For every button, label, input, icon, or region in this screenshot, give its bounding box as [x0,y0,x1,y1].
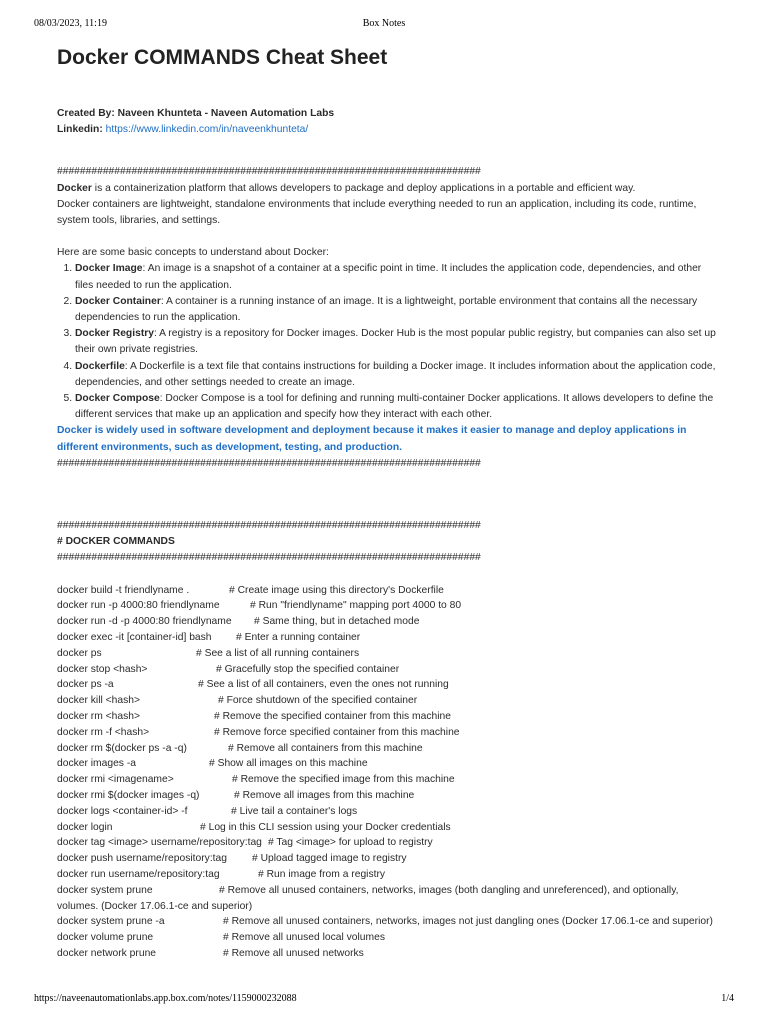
created-by: Created By: Naveen Khunteta - Naveen Automation Labs [57,108,335,119]
command-text: docker run username/repository:tag [57,869,220,881]
command-row [57,820,717,836]
command-text: docker rm <hash> [57,711,140,723]
print-datetime: 08/03/2023, 11:19 [34,18,107,29]
command-text: docker stop <hash> [57,663,148,675]
command-row [57,756,717,772]
concept-term: Docker Compose [75,393,160,405]
command-row [57,677,717,693]
command-text: docker kill <hash> [57,695,140,707]
intro-section [57,164,717,472]
concept-text: : An image is a snapshot of a container at a specific point in time. It includes the application code, dependencies, and other files needed to run the application. [75,263,702,291]
list-item [75,391,717,423]
command-text: docker ps [57,647,102,659]
command-comment: # Upload tagged image to registry [252,853,407,865]
hash-divider: ########################################################################## [57,520,481,532]
command-comment: # Remove the specified container from this machine [214,711,451,723]
command-text: docker system prune -a [57,916,165,928]
command-comment: # Run image from a registry [258,869,386,881]
intro-text: is a containerization platform that allows developers to package and deploy applications in a portable and efficient way. [91,182,636,194]
command-comment: # Run "friendlyname" mapping port 4000 to 80 [250,600,462,612]
command-row [57,930,717,946]
command-row [57,883,717,915]
command-row [57,646,717,662]
author-info [57,106,717,138]
concept-term: Docker Container [75,295,161,307]
command-row [57,867,717,883]
command-row [57,741,717,757]
command-comment: # Show all images on this machine [209,758,368,770]
command-text: docker system prune [57,884,153,896]
command-row [57,614,717,630]
command-text: docker build -t friendlyname . [57,584,190,596]
concept-text: : A container is a running instance of an image. It is a lightweight, portable environment that contains all the necessary dependencies to run the application. [75,295,698,324]
command-comment: # See a list of all running containers [196,647,360,659]
hash-divider: ########################################################################## [57,552,481,564]
command-text: docker images -a [57,758,136,770]
page-number: 1/4 [721,993,734,1004]
concepts-intro: Here are some basic concepts to understand about Docker: [57,247,329,259]
commands-list [57,583,717,962]
list-item [75,261,717,293]
command-text: docker volume prune [57,932,154,944]
highlight-paragraph: Docker is widely used in software development and deployment because it makes it easier to manage and deploy applications in different environments, such as development, testing, and production. [57,425,687,453]
command-comment: # Tag <image> for upload to registry [268,837,433,849]
command-row [57,598,717,614]
intro-paragraph-2: Docker containers are lightweight, standalone environments that include everything needed to run an application, including its code, runtime, system tools, libraries, and settings. [57,198,697,227]
command-comment: # Create image using this directory's Dockerfile [229,584,444,596]
command-row [57,804,717,820]
command-row [57,851,717,867]
print-header [34,18,734,32]
command-comment: # Log in this CLI session using your Docker credentials [200,821,451,833]
command-comment: # Remove force specified container from this machine [214,726,460,738]
linkedin-label: Linkedin: [57,124,103,136]
docker-term: Docker [57,182,92,194]
command-row [57,788,717,804]
command-comment: # Force shutdown of the specified container [218,695,418,707]
hash-divider: ########################################################################## [57,166,481,178]
command-text: docker exec -it [container-id] bash [57,632,212,644]
concept-term: Docker Image [75,263,143,275]
concept-text: : A Dockerfile is a text file that contains instructions for building a Docker image. It includes information about the application code, dependencies, and other settings needed to create an image. [75,360,716,388]
command-row [57,662,717,678]
command-row [57,835,717,851]
command-comment: # Live tail a container's logs [231,805,358,817]
command-text: docker run -p 4000:80 friendlyname [57,600,220,612]
command-text: docker rm -f <hash> [57,726,150,738]
command-text: docker ps -a [57,679,114,691]
concept-term: Dockerfile [75,360,125,372]
print-url: https://naveenautomationlabs.app.box.com/notes/1159000232088 [34,993,297,1004]
command-text: docker logs <container-id> -f [57,805,188,817]
command-text: docker rmi <imagename> [57,774,174,786]
command-text: docker push username/repository:tag [57,853,227,865]
command-row [57,914,717,930]
intro-paragraph [57,181,717,197]
command-text: docker rm $(docker ps -a -q) [57,742,187,754]
command-row [57,946,717,962]
command-row [57,583,717,599]
list-item [75,359,717,391]
page-title: Docker COMMANDS Cheat Sheet [57,46,388,69]
command-row [57,725,717,741]
note-content [57,44,717,962]
command-comment: # Remove all containers from this machine [228,742,423,754]
concepts-list [57,261,717,423]
print-footer [34,993,734,1007]
list-item [75,294,717,326]
commands-section [57,518,717,962]
command-comment: # See a list of all containers, even the ones not running [198,679,449,691]
command-comment: # Enter a running container [236,632,361,644]
command-text: docker login [57,821,113,833]
print-title: Box Notes [362,18,406,29]
linkedin-link[interactable]: https://www.linkedin.com/in/naveenkhunteta/ [105,124,309,136]
commands-heading: # DOCKER COMMANDS [57,536,175,548]
command-row [57,693,717,709]
command-text: docker tag <image> username/repository:tag [57,837,262,849]
command-comment: # Remove all unused containers, networks, images (both dangling and unreferenced), and optionally, volumes. (Docker 17.06.1-ce and superior) [57,884,679,912]
command-text: docker rmi $(docker images -q) [57,790,200,802]
command-comment: # Gracefully stop the specified container [216,663,400,675]
command-comment: # Same thing, but in detached mode [254,616,420,628]
command-row [57,630,717,646]
concept-term: Docker Registry [75,328,154,340]
command-comment: # Remove all images from this machine [234,790,415,802]
command-row [57,709,717,725]
command-text: docker run -d -p 4000:80 friendlyname [57,616,232,628]
command-comment: # Remove all unused local volumes [223,932,385,944]
concept-text: : Docker Compose is a tool for defining and running multi-container Docker applications. It allows developers to define the different services that make up an application and specify how they interact with each other. [75,393,714,421]
list-item [75,326,717,358]
command-comment: # Remove the specified image from this machine [232,774,455,786]
command-row [57,772,717,788]
command-comment: # Remove all unused containers, networks, images not just dangling ones (Docker 17.06.1-ce and superior) [223,916,713,928]
concept-text: : A registry is a repository for Docker images. Docker Hub is the most popular public registry, but companies can also set up their own private registries. [75,328,716,356]
hash-divider: ########################################################################## [57,457,481,469]
command-text: docker network prune [57,948,157,959]
command-comment: # Remove all unused networks [223,948,364,959]
